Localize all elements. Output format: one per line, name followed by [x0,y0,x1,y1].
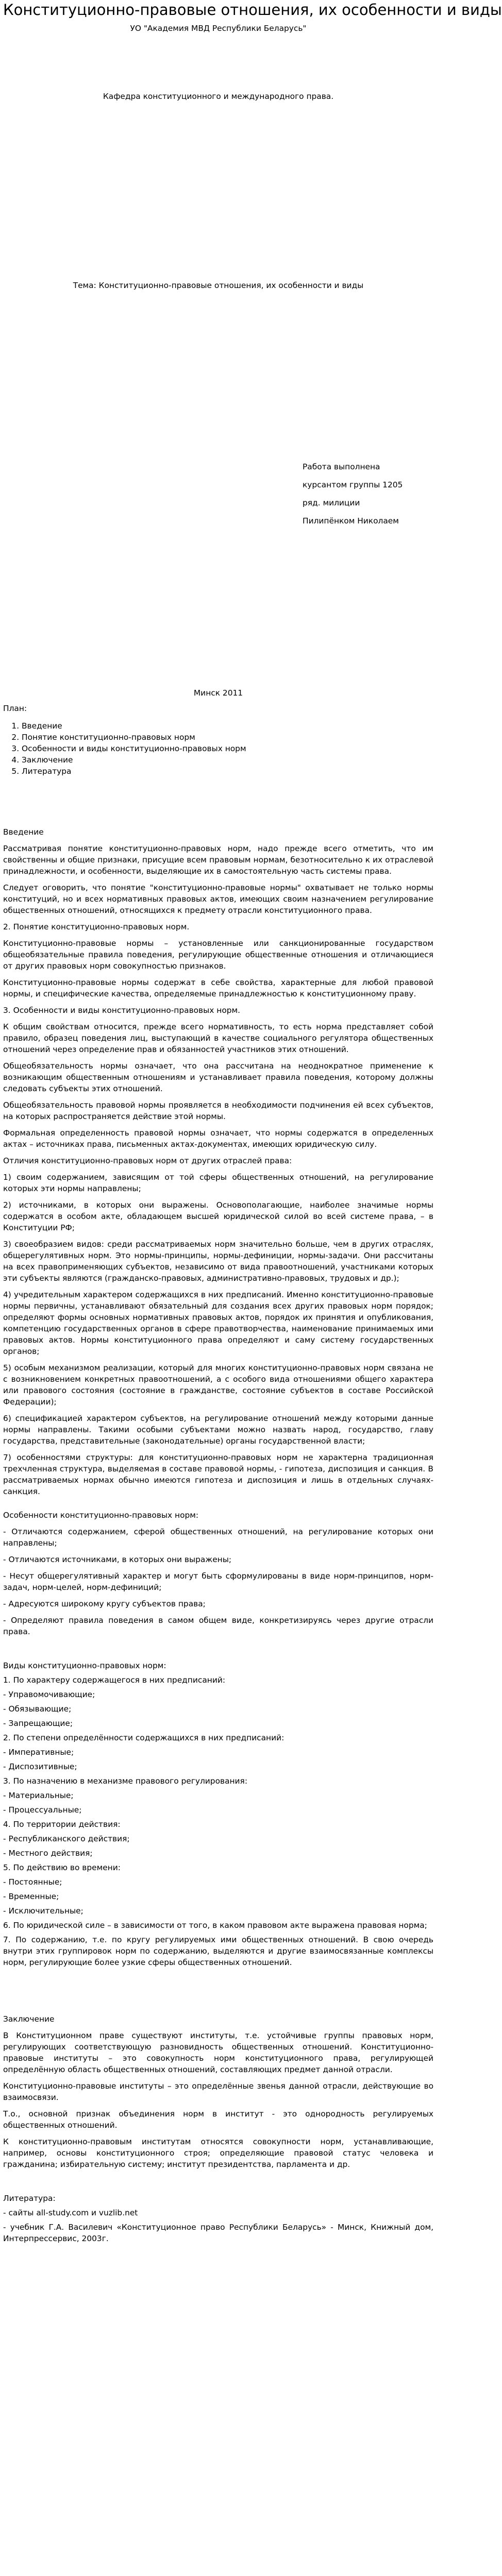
type-line: - Республиканского действия; [3,1834,130,1843]
plan-list [3,720,433,777]
intro-paragraph: 5) особым механизмом реализации, который для многих конституционно-правовых норм связана не с возникновением конкретных правоотношений, а с особого вида отношениями общего характера или правового состояния (состояние в гражданстве, состояние субъектов в составе Российской Федерации); [3,1363,433,1406]
type-line: - Управомочивающие; [3,1690,95,1699]
city-year: Минск 2011 [193,688,243,698]
intro-paragraph: 6) спецификацией характером субъектов, на регулирование отношений между которыми данные нормы направлены. Такими особыми субъектами можно назвать народ, государство, главу государства, представительные (законодательные) органы государственной власти; [3,1414,433,1446]
intro-paragraph: Следует оговорить, что понятие "конституционно-правовые нормы" охватывает не только нормы конституций, но и всех нормативных правовых актов, имеющих своим назначением регулирование общественных отношений, относящихся к предмету отрасли конституционного права. [3,883,433,915]
type-line: - Временные; [3,1892,59,1901]
intro-paragraph: 7) особенностями структуры: для конституционно-правовых норм не характерна традиционная трехчленная структура, выделяемая в составе правовой нормы, - гипотеза, диспозиция и санкция. В рассматриваемых нормах обычно имеются гипотеза и диспозиция и лишь в отдельных случаях-санкция. [3,1453,433,1496]
features-heading: Особенности конституционно-правовых норм: [3,1511,199,1520]
intro-paragraph: Конституционно-правовые нормы содержат в себе свойства, характерные для любой правовой нормы, и специфические качества, определяемые принадлежностью к конституционному праву. [3,978,433,998]
type-line: 2. По степени определённости содержащихся в них предписаний: [3,1733,285,1742]
type-line: 6. По юридической силе – в зависимости от того, в каком правовом акте выражена правовая норма; [3,1921,427,1930]
author-line: ряд. милиции [303,498,360,507]
paper-topic: Тема: Конституционно-правовые отношения, их особенности и виды [73,281,364,290]
type-line: - Процессуальные; [3,1805,82,1815]
types-list [3,1674,433,1968]
type-line: - Запрещающие; [3,1719,73,1728]
intro-paragraph: 1) своим содержанием, зависящим от той сферы общественных отношений, на регулирование которых эти нормы направлены; [3,1173,433,1193]
intro-paragraph: 3. Особенности и виды конституционно-правовых норм. [3,1006,241,1015]
intro-paragraph: Конституционно-правовые нормы – установленные или санкционированные государством общеобязательные правила поведения, регулирующие общественные отношения и отличающиеся от других правовых норм совокупностью признаков. [3,939,433,971]
intro-paragraph: Формальная определенность правовой нормы означает, что нормы содержатся в определенных актах – источниках права, письменных актах-документах, имеющих юридическую силу. [3,1128,433,1149]
intro-paragraph: 2. Понятие конституционно-правовых норм. [3,922,190,931]
intro-paragraph: Рассматривая понятие конституционно-правовых норм, надо прежде всего отметить, что им свойственны и общие признаки, присущие всем правовым нормам, безотносительно к их отраслевой принадлежности, и особенности, выделяющие их в самостоятельную часть системы права. [3,844,433,876]
intro-paragraph: Общеобязательность правовой нормы проявляется в необходимости подчинения ей всех субъектов, на которых распространяется действие этой нормы. [3,1100,433,1121]
plan-label: План: [3,704,27,713]
literature-item: - учебник Г.А. Василевич «Конституционное право Республики Беларусь» - Минск, Книжный дом, Интерпрессервис, 2003г. [3,2223,433,2243]
conclusion-paragraph: В Конституционном праве существуют институты, т.е. устойчивые группы правовых норм, регулирующих соответствующую разновидность общественных отношений. Конституционно-правовые институты – это совокупность норм конституционного права, регулирующей определённую область общественных отношений, составляющих предмет данной отрасли. [3,2031,433,2074]
type-line: - Обязывающие; [3,1704,72,1714]
intro-paragraph: 4) учредительным характером содержащихся в них предписаний. Именно конституционно-правовые нормы первичны, устанавливают обязательный для создания всех других правовых норм порядок; определяют формы основных нормативных правовых актов, порядок их принятия и опубликования, компетенцию государственных органов в сфере правотворчества, наименование принимаемых ими правовых актов. Нормы конституционного права определяют и саму систему государственных органов; [3,1290,433,1356]
conclusion-paragraph: Т.о., основной признак объединения норм в институт - это однородность регулируемых общественных отношений. [3,2109,433,2130]
type-line: 3. По назначению в механизме правового регулирования: [3,1776,248,1786]
features-list [3,1526,433,1637]
intro-paragraph: К общим свойствам относится, прежде всего нормативность, то есть норма представляет собой правило, образец поведения лиц, выступающий в качестве социального регулятора общественных отношений через определение прав и обязанностей участников этих отношений. [3,1022,433,1054]
type-line: - Постоянные; [3,1877,62,1887]
conclusion-paragraph: К конституционно-правовым институтам относятся совокупности норм, устанавливающие, например, основы конституционного строя; определяющие правовой статус человека и гражданина; избирательную систему; институт президентства, парламента и др. [3,2137,433,2169]
feature-item: - Определяют правила поведения в самом общем виде, конкретизируясь через другие отрасли права. [3,1616,433,1636]
intro-paragraph: Отличия конституционно-правовых норм от других отраслей права: [3,1156,292,1165]
plan-item: 4. Заключение [22,754,433,766]
document-title: Конституционно-правовые отношения, их особенности и виды [3,1,502,19]
intro-paragraph: 2) источниками, в которых они выражены. Основополагающие, наиболее значимые нормы содержатся в особом акте, обладающем высшей юридической силой во всей системе права, – в Конституции РФ; [3,1200,433,1232]
feature-item: - Отличаются источниками, в которых они выражены; [3,1555,232,1564]
author-line: Работа выполнена [303,462,380,471]
types-heading: Виды конституционно-правовых норм: [3,1661,166,1670]
plan-item: 1. Введение [22,720,433,732]
type-line: - Диспозитивные; [3,1762,77,1771]
plan-item: 2. Понятие конституционно-правовых норм [22,732,433,743]
intro-paragraph: 3) своеобразием видов: среди рассматриваемых норм значительно больше, чем в других отраслях, общерегулятивных норм. Это нормы-принципы, нормы-дефиниции, нормы-задачи. Они рассчитаны на всех правоприменяющих субъектов, независимо от вида правоотношений, участниками которых эти субъекты являются (гражданско-правовых, административно-правовых, трудовых и др.); [3,1240,433,1283]
plan-item: 3. Особенности и виды конституционно-правовых норм [22,743,433,754]
author-block [303,461,433,527]
type-line: - Местного действия; [3,1849,93,1858]
type-line: 1. По характеру содержащегося в них предписаний: [3,1675,226,1685]
feature-item: - Адресуются широкому кругу субъектов права; [3,1599,206,1608]
conclusion-heading: Заключение [3,2014,55,2024]
intro-paragraph: Общеобязательность нормы означает, что она рассчитана на неоднократное применение к возникающим общественным отношениям и устанавливает правила поведения, которому должны следовать субъекты этих отношений. [3,1061,433,1093]
organization-name: УО "Академия МВД Республики Беларусь" [130,24,307,33]
type-line: 5. По действию во времени: [3,1863,121,1872]
feature-item: - Отличаются содержанием, сферой общественных отношений, на регулирование которых они направлены; [3,1527,433,1548]
conclusion-body [3,2030,433,2170]
department-name: Кафедра конституционного и международного права. [103,92,334,101]
type-line: - Исключительные; [3,1906,83,1916]
intro-body [3,843,433,1497]
literature-heading: Литература: [3,2194,56,2203]
type-line: - Материальные; [3,1791,74,1800]
type-line: 4. По территории действия: [3,1820,121,1829]
author-line: Пилипёнком Николаем [303,516,399,526]
type-line: - Императивные; [3,1748,74,1757]
intro-heading: Введение [3,827,44,837]
feature-item: - Несут общерегулятивный характер и могут быть сформулированы в виде норм-принципов, норм-задач, норм-целей, норм-дефиниций; [3,1571,433,1592]
author-line: курсантом группы 1205 [303,480,403,489]
literature-item: - сайты all-study.com и vuzlib.net [3,2208,138,2217]
type-line: 7. По содержанию, т.е. по кругу регулируемых ими общественных отношений. В свою очередь внутри этих группировок норм по содержанию, выделяются и другие взаимосвязанные комплексы норм, регулирующие более узкие сферы общественных отношений. [3,1935,433,1967]
plan-item: 5. Литература [22,766,433,777]
conclusion-paragraph: Конституционно-правовые институты – это определённые звенья данной отрасли, действующие во взаимосвязи. [3,2081,433,2102]
literature-list [3,2207,433,2244]
